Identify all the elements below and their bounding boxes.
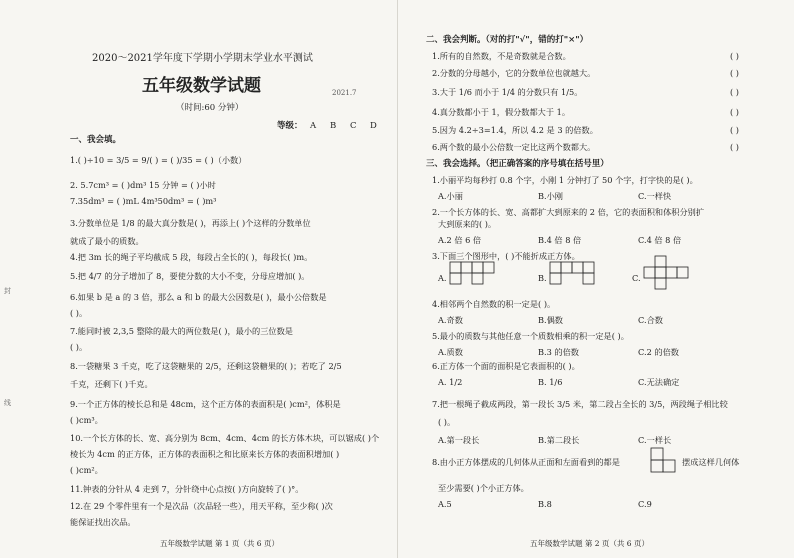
grade-b: B bbox=[330, 121, 337, 131]
choice-7-option-b: B.第二段长 bbox=[538, 435, 580, 445]
fill-question-7a: 7.能同时被 2,3,5 整除的最大的两位数是( )，最小的三位数是 bbox=[70, 326, 293, 336]
fill-question-8a: 8.一袋糖果 3 千克，吃了这袋糖果的 2/5，还剩这袋糖果的( )；若吃了 2/5 bbox=[70, 361, 342, 371]
choice-4-option-b: B.偶数 bbox=[538, 315, 563, 325]
binding-label-seal: 封 bbox=[4, 287, 11, 295]
cube-net-c bbox=[644, 256, 704, 296]
exam-time: （时间:60 分钟） bbox=[176, 103, 244, 113]
choice-3-option-b: B. bbox=[538, 273, 547, 283]
grade-c: C bbox=[350, 121, 357, 131]
choice-question-4: 4.相邻两个自然数的积一定是( )。 bbox=[432, 299, 556, 309]
choice-question-1: 1.小丽平均每秒打 0.8 个字，小刚 1 分钟打了 50 个字，打字快的是( )。 bbox=[432, 175, 698, 185]
choice-3-option-c: C. bbox=[632, 273, 641, 283]
binding-label-line: 线 bbox=[4, 399, 11, 407]
judge-answer-5[interactable]: ( ) bbox=[730, 125, 739, 135]
choice-6-option-c: C.无法确定 bbox=[638, 377, 680, 387]
fill-question-4: 4.把 3m 长的绳子平均截成 5 段，每段占全长的( )，每段长( )m。 bbox=[70, 252, 313, 262]
choice-4-option-a: A.奇数 bbox=[438, 315, 463, 325]
judge-answer-3[interactable]: ( ) bbox=[730, 87, 739, 97]
section-fill-heading: 一、我会填。 bbox=[70, 135, 122, 145]
choice-8-option-c: C.9 bbox=[638, 499, 652, 509]
exam-header: 2020～2021学年度下学期小学期末学业水平测试 bbox=[92, 53, 313, 64]
choice-8-option-b: B.8 bbox=[538, 499, 552, 509]
judge-answer-6[interactable]: ( ) bbox=[730, 142, 739, 152]
judge-answer-1[interactable]: ( ) bbox=[730, 51, 739, 61]
choice-question-8b: 摆成这样几何体 bbox=[682, 457, 740, 467]
fill-question-9a: 9.一个正方体的棱长总和是 48cm，这个正方体的表面积是( )cm²，体积是 bbox=[70, 399, 341, 409]
choice-1-option-b: B.小刚 bbox=[538, 191, 563, 201]
choice-question-7b: ( )。 bbox=[438, 417, 456, 427]
choice-5-option-a: A.质数 bbox=[438, 347, 463, 357]
cube-net-a bbox=[450, 262, 510, 298]
judge-item-1: 1.所有的自然数，不是奇数就是合数。 bbox=[432, 51, 571, 61]
page-footer: 五年级数学试题 第 1 页（共 6 页） bbox=[160, 539, 279, 548]
judge-item-3: 3.大于 1/6 而小于 1/4 的分数只有 1/5。 bbox=[432, 87, 583, 97]
choice-4-option-c: C.合数 bbox=[638, 315, 663, 325]
choice-question-5: 5.最小的质数与其他任意一个质数相乘的积一定是( )。 bbox=[432, 331, 629, 341]
section-judge-heading: 二、我会判断。（对的打"√"，错的打"×"） bbox=[426, 35, 589, 45]
judge-answer-4[interactable]: ( ) bbox=[730, 107, 739, 117]
judge-item-5: 5.因为 4.2÷3=1.4，所以 4.2 是 3 的倍数。 bbox=[432, 125, 598, 135]
fill-question-12b: 能保证找出次品。 bbox=[70, 517, 136, 527]
page-footer: 五年级数学试题 第 2 页（共 6 页） bbox=[530, 539, 649, 548]
fill-question-5: 5.把 4/7 的分子增加了 8，要使分数的大小不变，分母应增加( )。 bbox=[70, 271, 310, 281]
fill-question-9b: ( )cm³。 bbox=[70, 415, 103, 425]
fill-question-6b: ( )。 bbox=[70, 308, 88, 318]
choice-2-option-a: A.2 倍 6 倍 bbox=[438, 235, 482, 245]
choice-2-option-c: C.4 倍 8 倍 bbox=[638, 235, 682, 245]
choice-5-option-c: C.2 的倍数 bbox=[638, 347, 679, 357]
choice-8-option-a: A.5 bbox=[438, 499, 452, 509]
choice-question-8c: 至少需要( )个小正方体。 bbox=[438, 483, 529, 493]
choice-6-option-a: A. 1/2 bbox=[438, 377, 463, 387]
fill-question-2a: 2. 5.7cm³ = ( )dm³ 15 分钟 = ( )小时 bbox=[70, 180, 216, 190]
exam-date: 2021.7 bbox=[332, 89, 357, 97]
grade-a: A bbox=[310, 121, 317, 131]
fill-question-12a: 12.在 29 个零件里有一个是次品（次品轻一些），用天平称，至少称( )次 bbox=[70, 501, 333, 511]
fill-question-10b: 棱长为 4cm 的正方体，正方体的表面积之和比原来长方体的表面积增加( ) bbox=[70, 449, 340, 459]
grade-d: D bbox=[370, 121, 377, 131]
fill-question-2b: 7.35dm³ = ( )mL 4m³50dm³ = ( )m³ bbox=[70, 196, 217, 206]
choice-1-option-c: C.一样快 bbox=[638, 191, 672, 201]
choice-question-6: 6.正方体一个面的面积是它表面积的( )。 bbox=[432, 361, 580, 371]
choice-question-8a: 8.由小正方体摆成的几何体从正面和左面看到的都是 bbox=[432, 457, 620, 467]
fill-question-3a: 3.分数单位是 1/8 的最大真分数是( )，再添上( )个这样的分数单位 bbox=[70, 218, 311, 228]
fill-question-6a: 6.如果 b 是 a 的 3 倍，那么 a 和 b 的最大公因数是( )，最小公倍数是 bbox=[70, 292, 327, 302]
fill-question-11: 11.钟表的分针从 4 走到 7，分针绕中心点按( )方向旋转了( )°。 bbox=[70, 484, 304, 494]
grade-label: 等级： bbox=[277, 121, 303, 131]
judge-item-2: 2.分数的分母越小，它的分数单位也就越大。 bbox=[432, 68, 596, 78]
judge-answer-2[interactable]: ( ) bbox=[730, 68, 739, 78]
choice-question-7a: 7.把一根绳子截成两段，第一段长 3/5 米，第二段占全长的 3/5，两段绳子相比较 bbox=[432, 399, 728, 409]
choice-3-option-a: A. bbox=[438, 273, 447, 283]
cube-view-figure bbox=[651, 448, 677, 474]
fill-question-10a: 10.一个长方体的长、宽、高分别为 8cm、4cm、4cm 的长方体木块，可以锯成( )个 bbox=[70, 433, 380, 443]
judge-item-4: 4.真分数都小于 1，假分数都大于 1。 bbox=[432, 107, 571, 117]
choice-7-option-a: A.第一段长 bbox=[438, 435, 480, 445]
fill-question-10c: ( )cm²。 bbox=[70, 465, 103, 475]
choice-question-3: 3.下面三个图形中，( )不能折成正方体。 bbox=[432, 251, 580, 261]
choice-1-option-a: A.小丽 bbox=[438, 191, 463, 201]
exam-title: 五年级数学试题 bbox=[142, 76, 261, 96]
cube-net-b bbox=[550, 262, 610, 298]
choice-6-option-b: B. 1/6 bbox=[538, 377, 563, 387]
exam-page-2 bbox=[397, 0, 794, 558]
choice-7-option-c: C.一样长 bbox=[638, 435, 672, 445]
choice-2-option-b: B.4 倍 8 倍 bbox=[538, 235, 582, 245]
fill-question-3b: 就成了最小的质数。 bbox=[70, 236, 144, 246]
fill-question-1: 1.( )÷10 = 3/5 = 9/( ) = ( )/35 = ( )（小数） bbox=[70, 155, 247, 165]
choice-question-2b: 大到原来的( )。 bbox=[438, 219, 497, 229]
choice-question-2a: 2.一个长方体的长、宽、高都扩大到原来的 2 倍，它的表面积和体积分别扩 bbox=[432, 207, 705, 217]
judge-item-6: 6.两个数的最小公倍数一定比这两个数都大。 bbox=[432, 142, 596, 152]
fill-question-8b: 千克，还剩下( )千克。 bbox=[70, 379, 153, 389]
choice-5-option-b: B.3 的倍数 bbox=[538, 347, 579, 357]
fill-question-7b: ( )。 bbox=[70, 342, 88, 352]
section-choice-heading: 三、我会选择。（把正确答案的序号填在括号里） bbox=[426, 159, 609, 169]
